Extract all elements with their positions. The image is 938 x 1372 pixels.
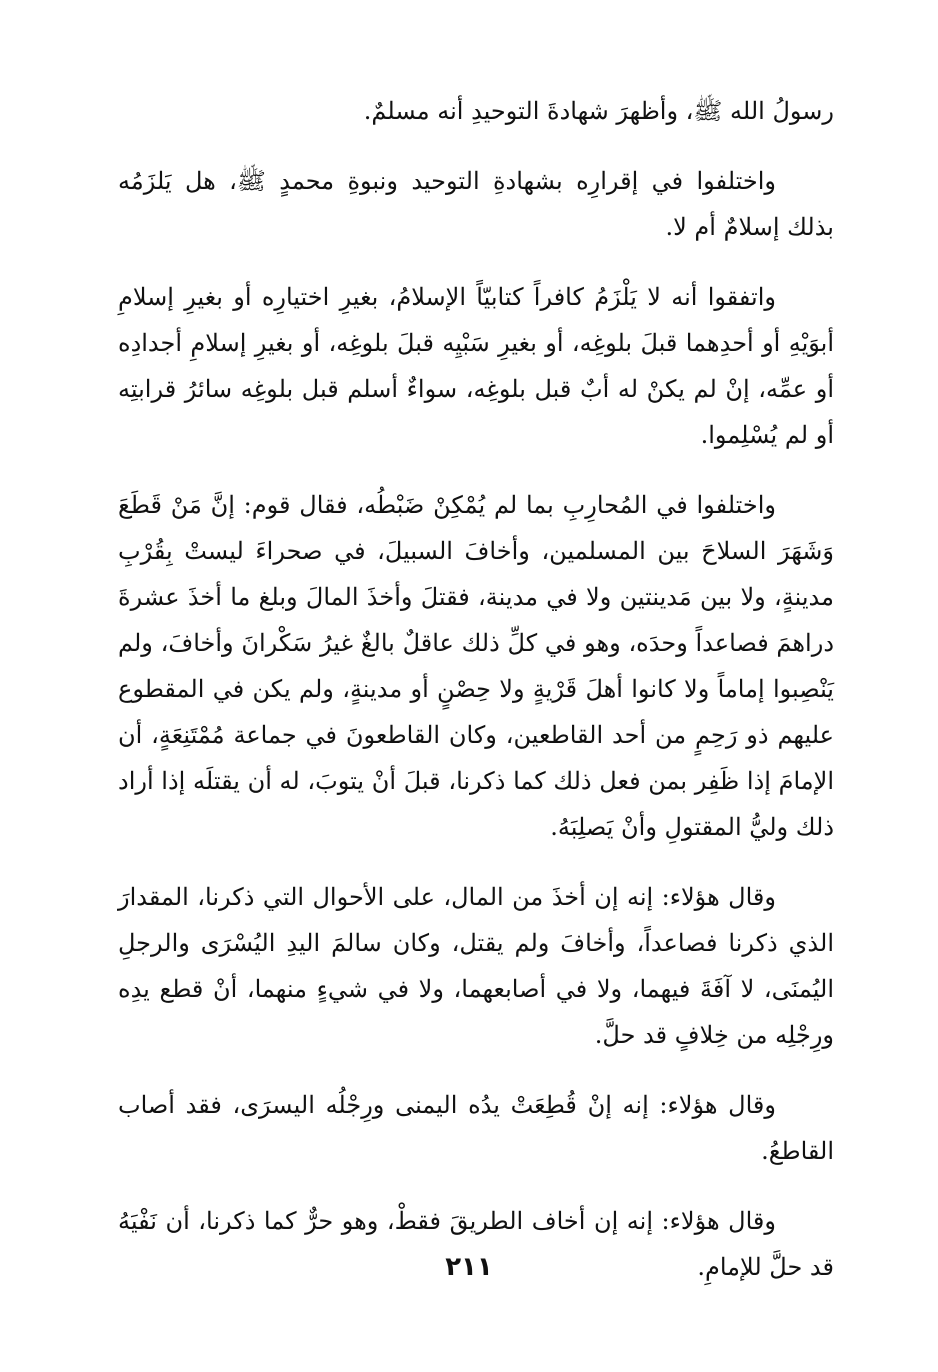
paragraph: واختلفوا في المُحارِبِ بما لم يُمْكِنْ ضَبْطُه، فقال قوم: إنَّ مَنْ قَطَعَ وَشَهَرَ السلاحَ بين المسلمين، وأخافَ السبيلَ، في صحراءَ ليستْ بِقُرْبِ مدينةٍ، ولا بين مَدينتين ولا في مدينة، فقتلَ وأخذَ المالَ وبلغ ما أخذَ عشرةَ دراهمَ فصاعداً وحدَه، وهو في كلِّ ذلك عاقلٌ بالغٌ غيرُ سَكْرانَ وأخافَ، ولم يَنْصِبوا إماماً ولا كانوا أهلَ قَرْيةٍ ولا حِصْنٍ أو مدينةٍ، ولم يكن في المقطوع عليهم ذو رَحِمٍ من أحد القاطعين، وكان القاطعونَ في جماعة مُمْتَنِعَةٍ، أن الإمامَ إذا ظَفِر بمن فعل ذلك كما ذكرنا، قبلَ أنْ يتوبَ، له أن يقتلَه إذا أراد ذلك وليُّ المقتولِ وأنْ يَصلِبَهُ. — [118, 491, 834, 841]
paragraph: وقال هؤلاء: إنه إن أخذَ من المال، على الأحوال التي ذكرنا، المقدارَ الذي ذكرنا فصاعداً، وأخافَ ولم يقتل، وكان سالمَ اليدِ اليُسْرَى والرجلِ اليُمنَى، لا آفَةَ فيهما، ولا في أصابعهما، ولا في شيءٍ منهما، أنْ قطع يدِه ورِجْلِه من خِلافٍ قد حلَّ. — [118, 883, 834, 1049]
page-number: ٢١١ — [445, 1252, 493, 1282]
paragraph: واتفقوا أنه لا يَلْزَمُ كافراً كتابيّاً الإسلامُ، بغيرِ اختيارِه أو بغيرِ إسلامِ أبوَيْهِ أو أحدِهما قبلَ بلوغِه، أو بغيرِ سَبْيِه قبلَ بلوغِه، أو بغيرِ إسلامِ أجدادِه أو عمِّه، إنْ لم يكنْ له أبٌ قبل بلوغِه، سواءٌ أسلم قبل بلوغِه سائرُ قرابتِه أو لم يُسْلِموا. — [118, 283, 834, 449]
paragraph: وقال هؤلاء: إنه إن أخاف الطريقَ فقطْ، وهو حرٌّ كما ذكرنا، أن نَفْيَهُ قد حلَّ للإمامِ. — [118, 1207, 834, 1281]
body-text — [118, 88, 834, 1314]
paragraph-continuation: رسولُ الله ﷺ، وأظهرَ شهادةَ التوحيدِ أنه مسلمٌ. — [363, 97, 834, 125]
paragraph: وقال هؤلاء: إنه إنْ قُطِعَتْ يدُه اليمنى ورِجْلُه اليسرَى، فقد أصاب القاطعُ. — [118, 1091, 834, 1165]
paragraph: واختلفوا في إقرارِه بشهادةِ التوحيد ونبوةِ محمدٍ ﷺ، هل يَلزَمُه بذلك إسلامٌ أم لا. — [118, 167, 834, 241]
